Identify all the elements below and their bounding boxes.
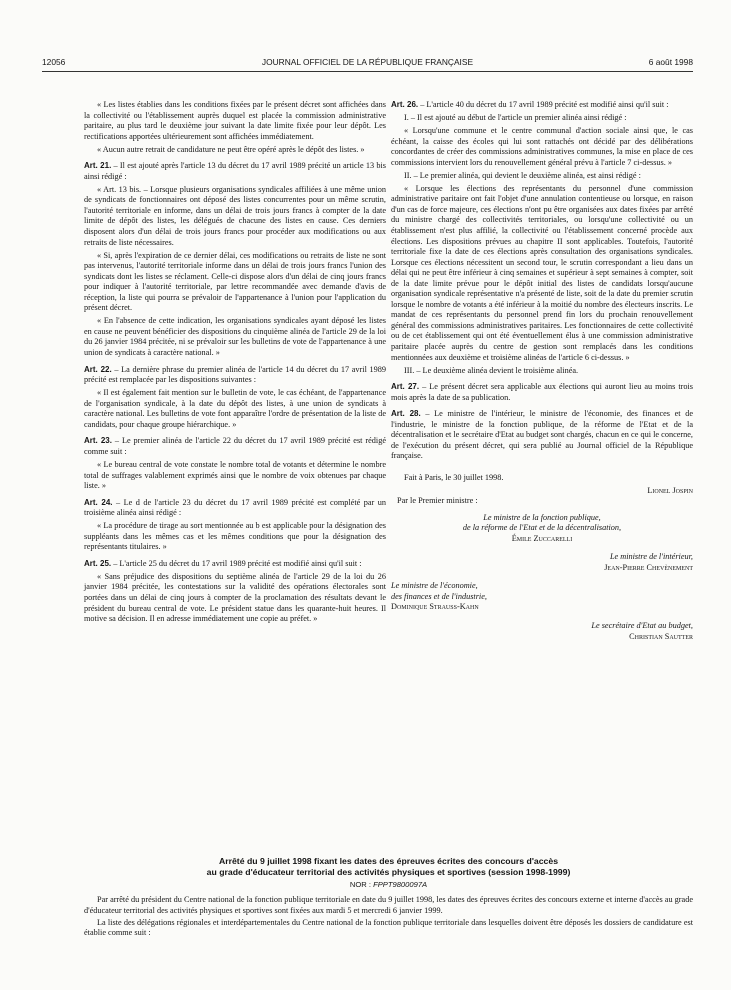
paragraph: « En l'absence de cette indication, les organisations syndicales ayant déposé les listes en cause ne peuvent bénéficier des dispositions du cinquième alinéa de l'article 29 de la loi du 26 janvier 1984 précitée, ni se prévaloir sur les bulletins de vote de l'appartenance à une union de syndicats à caractère national. » — [84, 316, 386, 358]
nor-label: NOR : — [349, 880, 374, 890]
article-28 — [391, 409, 693, 462]
minister-int-sign — [391, 563, 693, 574]
paragraph: II. – Le premier alinéa, qui devient le deuxième alinéa, est ainsi rédigé : — [404, 170, 641, 180]
paragraph: « Art. 13 bis. – Lorsque plusieurs organisations syndicales affiliées à une même union de syndicats de fonctionnaires ont déposé des listes concurrentes pour un même scrutin, l'autorité territoriale en informe, dans un délai de trois jours francs à compter de la date limite de dépôt des listes, les délégués de chacune des listes en cause. Ces derniers disposent alors d'un délai de trois jours francs pour procéder aux modifications ou aux retraits de liste nécessaires. — [84, 184, 386, 247]
nor-code: FPPT9800097A — [373, 880, 428, 890]
paragraph: Par arrêté du président du Centre national de la fonction publique territoriale en date du 9 juillet 1998, les dates des épreuves écrites des concours externe et interne d'accès au grade d'éducateur territorial des activités physiques et sportives sont fixées aux mardi 5 et mercredi 6 janvier 1999. — [84, 895, 693, 915]
paragraph: « Aucun autre retrait de candidature ne peut être opéré après le dépôt des listes. » — [97, 144, 365, 154]
paragraph: I. – Il est ajouté au début de l'article un premier alinéa ainsi rédigé : — [404, 113, 627, 123]
secretary-sign — [391, 632, 693, 643]
article-number: Art. 26. — [391, 100, 419, 109]
article-text: – L'article 40 du décret du 17 avril 1989 précité est modifié ainsi qu'il suit : — [418, 100, 669, 109]
minister-int-title: Le ministre de l'intérieur, — [609, 552, 693, 562]
signature-block-pm — [391, 486, 693, 497]
article-number: Art. 28. — [391, 409, 421, 419]
article-22 — [84, 365, 386, 386]
paragraph: La liste des délégations régionales et interdépartementales du Centre national de la fonction publique territoriale dans lesquelles doivent être déposés les dossiers de candidature est établie comme suit : — [84, 918, 693, 938]
article-number: Art. 22. — [84, 364, 112, 374]
paragraph: « Lorsqu'une commune et le centre communal d'action sociale ainsi que, le cas échéant, la caisse des écoles qui lui sont rattachés ont décidé par des délibérations concordantes de créer des commissions administratives communes, la mise en place de ces commissions intervient lors du renouvellement général prévu à l'article 7 ci-dessus. » — [391, 126, 693, 167]
nor-reference — [84, 880, 693, 889]
article-26 — [391, 100, 693, 111]
paragraph: « Lorsque les élections des représentants du personnel d'une commission administrative paritaire ont fait l'objet d'une annulation contentieuse ou lorsque, en raison d'un cas de force majeure, ces élections n'ont pu être organisées aux dates fixées par arrêté du ministre chargé des collectivités territoriales, ou lorsqu'une collectivité ou un établissement n'est plus affilié, la collectivité ou l'établissement concerné procède aux élections. Les dispositions prévues au chapitre II sont applicables. Toutefois, l'autorité territoriale fixe la date de ces élections après consultation des organisations syndicales. Lorsque ces élections nécessitent un second tour, le scrutin correspondant a lieu dans un délai qui ne peut être inférieur à cinq semaines et supérieur à sept semaines à compter, soit de la date limite prévue pour le dépôt initial des listes de candidats lorsqu'aucune organisation syndicale représentative n'a présenté de liste, soit de la date du premier scrutin lorsque le nombre de votants a été inférieur à la moitié du nombre des électeurs inscrits. Le mandat de ces représentants du personnel prend fin lors du prochain renouvellement général des commissions administratives paritaires. Les fonctionnaires de cette collectivité ou de cet établissement qui ont été éventuellement élus à une commission administrative paritaire placée auprès du centre de gestion sont remplacés dans les conditions mentionnées aux deuxième et troisième alinéas de l'article 6 ci-dessus. » — [391, 183, 693, 362]
secretary-title: Le secrétaire d'Etat au budget, — [591, 621, 693, 631]
minister-fp-sign — [391, 534, 693, 545]
arrete-title-line: Arrêté du 9 juillet 1998 fixant les dates des épreuves écrites des concours d'accès — [218, 856, 559, 866]
article-number: Art. 21. — [84, 161, 112, 171]
paragraph: « Sans préjudice des dispositions du septième alinéa de l'article 29 de la loi du 26 janvier 1984 précitée, les contestations sur la validité des opérations électorales sont portées dans un délai de cinq jours à compter de la proclamation des résultats devant le président du bureau central de vote. Le président statue dans les quarante-huit heures. Il motive sa décision. Il en adresse immédiatement une copie au préfet. » — [84, 571, 386, 624]
signer-name: Jean-Pierre Chevènement — [604, 562, 693, 572]
paragraph: III. – Le deuxième alinéa devient le troisième alinéa. — [404, 365, 579, 375]
arrete-title-line: au grade d'éducateur territorial des activités physiques et sportives (session 1998-1999) — [206, 866, 571, 877]
issue-date: 6 août 1998 — [648, 57, 693, 67]
paragraph: « Les listes établies dans les conditions fixées par le présent décret sont affichées dans la collectivité ou l'établissement auprès duquel est placée la commission administrative paritaire, au plus tard le deuxième jour suivant la date limite fixée pour leur dépôt. Les rectifications apportées ultérieurement sont affichées immédiatement. — [84, 100, 386, 141]
article-text: – La dernière phrase du premier alinéa de l'article 14 du décret du 17 avril 1989 précité est remplacée par les dispositions suivantes : — [84, 364, 387, 385]
paragraph: « Le bureau central de vote constate le nombre total de votants et détermine le nombre total de suffrages valablement exprimés ainsi que le nombre de voix obtenues par chaque liste. » — [84, 459, 386, 491]
right-column — [391, 100, 693, 642]
minister-eco-sign — [391, 602, 693, 613]
article-21 — [84, 161, 386, 182]
left-column — [84, 100, 386, 627]
article-27 — [391, 382, 693, 403]
article-text: – Le présent décret sera applicable aux élections qui auront lieu au moins trois mois après la date de sa publication. — [391, 382, 694, 402]
paragraph: « Si, après l'expiration de ce dernier délai, ces modifications ou retraits de liste ne sont pas intervenus, l'autorité territoriale informe dans un délai de trois jours francs l'union des syndicats dont les listes se réclament. Celle-ci dispose alors d'un délai de cinq jours francs pour indiquer à l'autorité territoriale, par lettre recommandée avec demande d'avis de réception, la liste qui pourra se prévaloir de l'appartenance à l'union pour l'application du présent décret. — [84, 250, 386, 313]
by-pm-line: Par le Premier ministre : — [397, 496, 478, 506]
article-text: – L'article 25 du décret du 17 avril 1989 précité est modifié ainsi qu'il suit : — [111, 558, 362, 568]
arrete-title — [84, 856, 693, 877]
signer-name: Dominique Strauss-Kahn — [391, 602, 479, 612]
arrete-section — [84, 856, 693, 941]
minister-eco-title-2: des finances et de l'industrie, — [391, 591, 487, 601]
minister-fp-title-2: de la réforme de l'Etat et de la décentralisation, — [462, 523, 622, 533]
article-text: – Il est ajouté après l'article 13 du décret du 17 avril 1989 précité un article 13 bis ainsi rédigé : — [84, 161, 386, 181]
article-number: Art. 25. — [84, 558, 112, 568]
paragraph: « La procédure de tirage au sort mentionnée au b est applicable pour la désignation des suppléants dans les mêmes cas et les mêmes conditions que pour la désignation des représentants titulaires. » — [84, 521, 386, 552]
page-header — [42, 57, 693, 72]
article-text: – Le d de l'article 23 du décret du 17 avril 1989 précité est complété par un troisième alinéa ainsi rédigé : — [84, 497, 386, 518]
signer-name: Émile Zuccarelli — [511, 533, 573, 543]
article-text: – Le premier alinéa de l'article 22 du décret du 17 avril 1989 précité est rédigé comme suit : — [84, 436, 386, 456]
signer-name: Christian Sautter — [629, 631, 693, 641]
page-number: 12056 — [42, 57, 66, 67]
article-number: Art. 24. — [84, 497, 113, 507]
date-place: Fait à Paris, le 30 juillet 1998. — [404, 472, 504, 482]
article-25 — [84, 559, 386, 570]
article-24 — [84, 498, 386, 519]
article-number: Art. 23. — [84, 436, 112, 446]
article-number: Art. 27. — [391, 382, 420, 392]
journal-title: JOURNAL OFFICIEL DE LA RÉPUBLIQUE FRANÇAISE — [261, 57, 474, 67]
minister-fp-title-1: Le ministre de la fonction publique, — [483, 512, 601, 522]
minister-eco-title-1: Le ministre de l'économie, — [391, 581, 478, 591]
paragraph: « Il est également fait mention sur le bulletin de vote, le cas échéant, de l'appartenance de l'organisation syndicale, à la date du dépôt des listes, à une union de syndicats à caractère national. Les bulletins de vote font apparaître l'ordre de présentation de la liste de candidats, pour chaque groupe hiérarchique. » — [84, 388, 386, 429]
article-text: – Le ministre de l'intérieur, le ministre de l'économie, des finances et de l'industrie, le ministre de la fonction publique, de la réforme de l'Etat et de la décentralisation et le secrétaire d'Etat au budget sont chargés, chacun en ce qui le concerne, de l'exécution du présent décret, qui sera publié au Journal officiel de la République française. — [391, 409, 693, 461]
article-23 — [84, 436, 386, 457]
signer-name: Lionel Jospin — [647, 485, 693, 495]
